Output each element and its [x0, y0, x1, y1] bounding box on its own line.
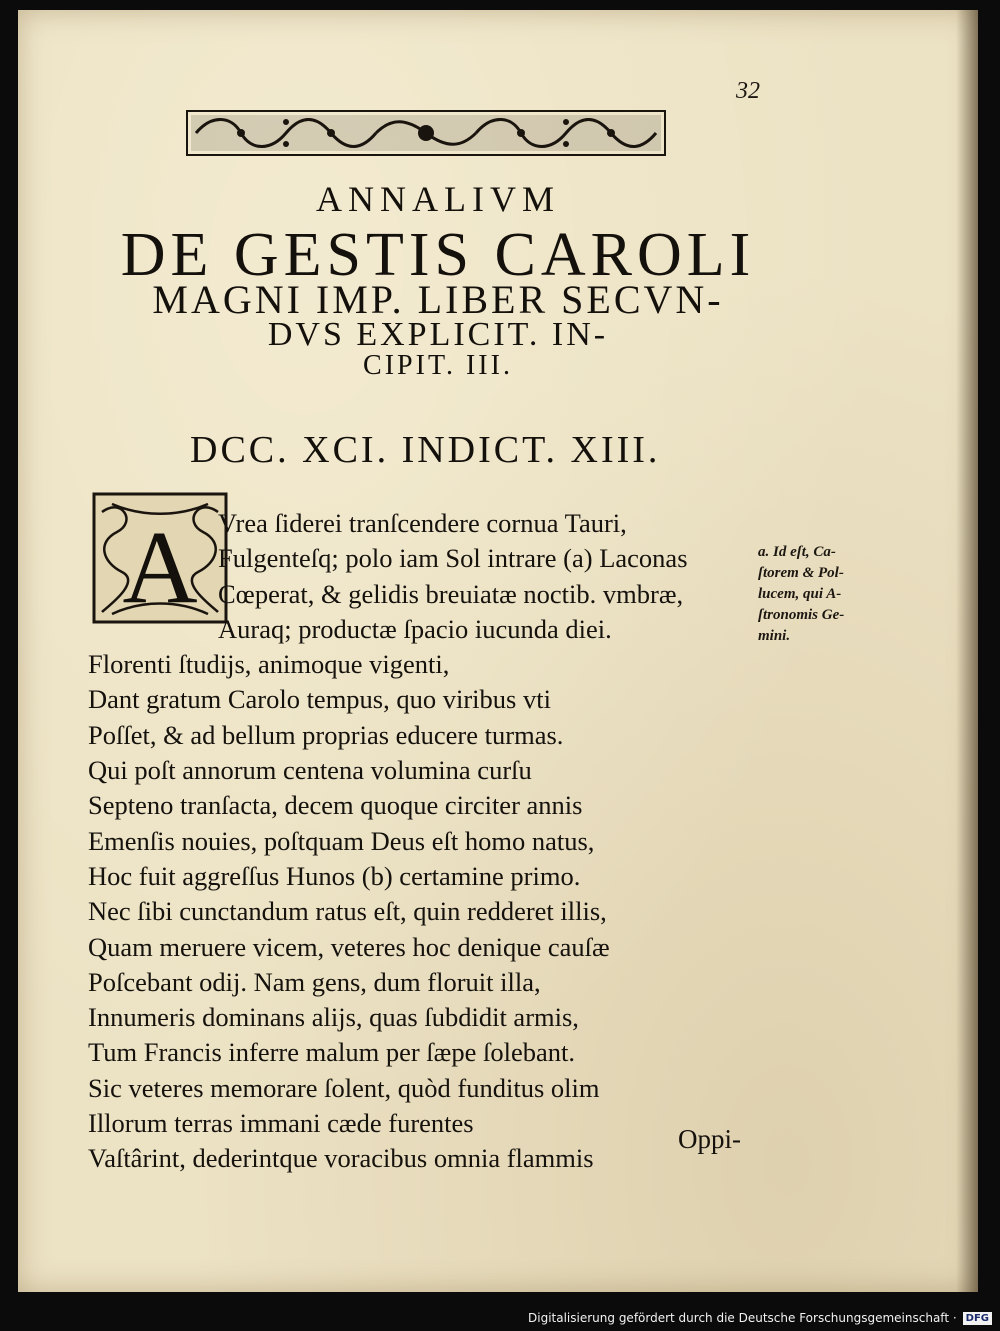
verse-line: Dant gratum Carolo tempus, quo viribus vti [88, 684, 551, 715]
verse-line: Illorum terras immani cæde furentes [88, 1108, 474, 1139]
verse-line: Innumeris dominans alijs, quas ſubdidit armis, [88, 1002, 579, 1033]
verse-line: Nec ſibi cunctandum ratus eſt, quin redderet illis, [88, 896, 607, 927]
margin-note-line: lucem, qui A- [758, 586, 842, 602]
verse-line: Sic veteres memorare ſolent, quòd funditus olim [88, 1072, 600, 1103]
verse-line: Vrea ſiderei tranſcendere cornua Tauri, [218, 508, 627, 538]
verse-line: Hoc fuit aggreſſus Hunos (b) certamine primo. [88, 860, 581, 891]
verse-line: Fulgenteſq; polo iam Sol intrare (a) Laconas [218, 543, 688, 574]
year-heading: DCC. XCI. INDICT. XIII. [190, 429, 661, 471]
page-number: 32 [736, 78, 760, 104]
page-gutter-shadow [956, 10, 978, 1292]
verse-line: Poſcebant odij. Nam gens, dum floruit illa, [88, 966, 541, 997]
verse-line: Vaſtârint, dederintque voracibus omnia flammis [88, 1143, 594, 1174]
drop-cap-letter: A [122, 510, 198, 624]
margin-note [758, 542, 916, 647]
margin-note-line: a. Id eſt, Ca- [758, 544, 836, 560]
verse-line: Cœperat, & gelidis breuiatæ noctib. vmbræ, [218, 578, 684, 609]
verse-line: Florenti ſtudijs, animoque vigenti, [88, 649, 450, 680]
verse-line: Emenſis nouies, poſtquam Deus eſt homo natus, [88, 825, 595, 856]
decorative-headpiece [186, 110, 666, 156]
margin-note-line: ſtorem & Pol- [758, 565, 844, 581]
footer-credit: Digitalisierung gefördert durch die Deutsche Forschungsgemeinschaft · [528, 1311, 957, 1325]
title-line-3: MAGNI IMP. LIBER SECVN- [152, 277, 724, 322]
catchword: Oppi- [678, 1124, 741, 1154]
margin-note-line: ſtronomis Ge- [758, 607, 845, 623]
title-line-5: CIPIT. III. [363, 350, 513, 381]
verse-text [68, 506, 768, 1177]
book-page [18, 10, 978, 1292]
title-line-4: DVS EXPLICIT. IN- [267, 316, 609, 353]
verse-line: Qui poſt annorum centena volumina curſu [88, 755, 532, 786]
margin-note-line: mini. [758, 628, 791, 644]
verse-line: Poſſet, & ad bellum proprias educere turmas. [88, 719, 564, 750]
verse-line: Septeno tranſacta, decem quoque circiter annis [88, 790, 583, 821]
digitization-footer [528, 1311, 992, 1325]
title-line-2: DE GESTIS CAROLI [120, 221, 756, 289]
verse-line: Auraq; productæ ſpacio iucunda diei. [218, 613, 612, 644]
verse-line: Tum Francis inferre malum per ſæpe ſolebant. [88, 1037, 575, 1068]
verse-line: Quam meruere vicem, veteres hoc denique cauſæ [88, 931, 610, 962]
title-line-1: ANNALIVM [316, 179, 560, 219]
dfg-logo-icon: DFG [963, 1312, 992, 1325]
